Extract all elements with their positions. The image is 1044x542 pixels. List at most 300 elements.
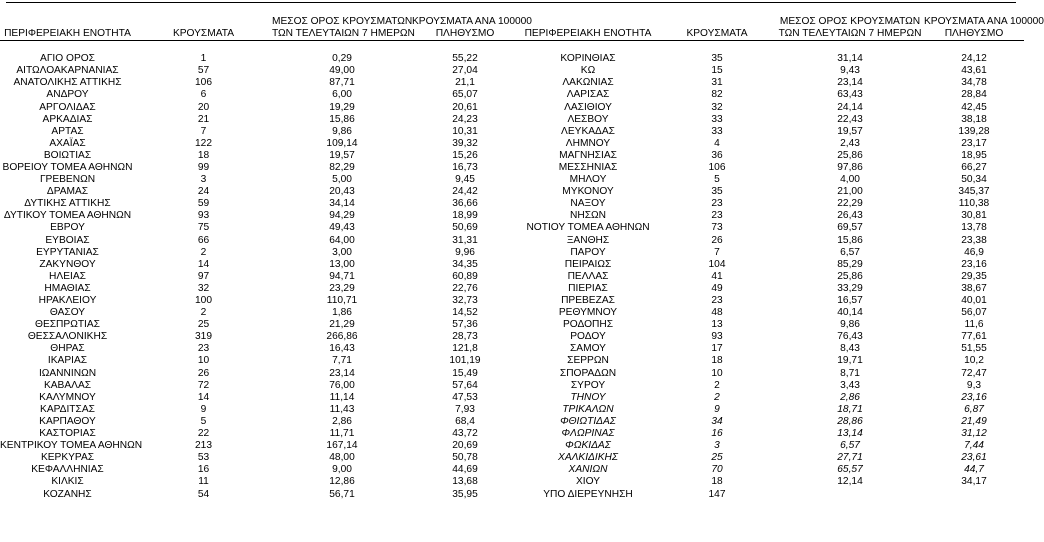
left-per100k-cell: 32,73: [452, 295, 478, 307]
left-per100k-cell: 36,66: [452, 198, 478, 210]
right-per100k-cell: 38,18: [961, 113, 987, 125]
table-row: [0, 126, 1024, 138]
left-cases-cell: 3: [200, 174, 207, 186]
left-avg-cell: 21,29: [329, 319, 355, 331]
right-avg-cell: 19,57: [837, 125, 863, 137]
header-avg: ΜΕΣΟΣ ΟΡΟΣ ΚΡΟΥΣΜΑΤΩΝ ΤΩΝ ΤΕΛΕΥΤΑΙΩΝ 7 ΗΜΕΡΩΝ: [272, 16, 415, 39]
right-cases-cell: 17: [711, 343, 723, 355]
left-cases-cell: 7: [200, 125, 207, 137]
left-per100k-cell: 20,61: [452, 101, 478, 113]
right-per100k-cell: 139,28: [958, 125, 990, 137]
right-cases-cell: 23: [711, 198, 723, 210]
left-region-cell: ΚΙΛΚΙΣ: [51, 476, 84, 488]
left-region-cell: ΘΕΣΠΡΩΤΙΑΣ: [35, 319, 100, 331]
left-cases-cell: 319: [195, 331, 212, 343]
left-per100k-cell: 9,96: [455, 246, 475, 258]
right-avg-cell: 23,14: [837, 77, 863, 89]
right-region-cell: ΛΑΡΙΣΑΣ: [566, 89, 610, 101]
left-cases-cell: 2: [200, 246, 207, 258]
left-cases-cell: 5: [200, 415, 207, 427]
table-row: [0, 392, 1024, 404]
left-cases-cell: 54: [197, 488, 210, 500]
right-per100k-cell: 34,17: [961, 476, 987, 488]
right-per100k-cell: 11,6: [964, 319, 984, 331]
left-cases-cell: 24: [197, 186, 210, 198]
header-rule: [0, 41, 1024, 54]
right-per100k-cell: 23,38: [961, 234, 987, 246]
header-avg: ΜΕΣΟΣ ΟΡΟΣ ΚΡΟΥΣΜΑΤΩΝ ΤΩΝ ΤΕΛΕΥΤΑΙΩΝ 7 ΗΜΕΡΩΝ: [778, 16, 922, 39]
right-region-cell: ΠΡΕΒΕΖΑΣ: [561, 295, 615, 307]
left-region-cell: ΚΕΦΑΛΛΗΝΙΑΣ: [31, 464, 104, 476]
right-per100k-cell: 10,2: [964, 355, 984, 367]
right-cases-cell: 49: [711, 282, 723, 294]
left-cases-cell: 106: [195, 77, 212, 89]
right-avg-cell: 63,43: [837, 89, 863, 101]
cases-table: [0, 16, 1044, 501]
right-cases-cell: 18: [711, 355, 723, 367]
right-per100k-cell: 34,78: [961, 77, 987, 89]
left-per100k-cell: 27,04: [452, 65, 478, 77]
left-cases-cell: 16: [197, 464, 210, 476]
right-region-cell: ΛΑΣΙΘΙΟΥ: [564, 101, 612, 113]
right-cases-cell: 147: [708, 488, 726, 500]
right-per100k-cell: 13,78: [961, 222, 987, 234]
left-cases-cell: 14: [197, 391, 210, 403]
right-per100k-cell: 23,16: [961, 258, 987, 270]
right-avg-cell: 8,43: [840, 343, 860, 355]
right-avg-cell: 2,86: [840, 391, 860, 403]
right-region-cell: ΚΟΡΙΝΘΙΑΣ: [560, 53, 616, 65]
right-region-cell: ΧΑΝΙΩΝ: [568, 464, 608, 476]
right-per100k-cell: 29,35: [961, 270, 987, 282]
left-region-cell: ΚΑΛΥΜΝΟΥ: [39, 391, 96, 403]
right-region-cell: ΜΕΣΣΗΝΙΑΣ: [558, 161, 618, 173]
right-avg-cell: 40,14: [837, 307, 863, 319]
left-region-cell: ΘΕΣΣΑΛΟΝΙΚΗΣ: [27, 331, 108, 343]
right-avg-cell: 85,29: [837, 258, 863, 270]
left-region-cell: ΑΡΚΑΔΙΑΣ: [42, 113, 93, 125]
left-avg-cell: 5,00: [332, 174, 352, 186]
header-per100k: ΚΡΟΥΣΜΑΤΑ ΑΝΑ 100000 ΠΛΗΘΥΣΜΟ: [412, 16, 532, 39]
left-region-cell: ΗΛΕΙΑΣ: [49, 270, 86, 282]
left-per100k-cell: 10,31: [452, 125, 478, 137]
table-row: [0, 404, 1024, 416]
right-per100k-cell: [924, 488, 1024, 500]
left-region-cell: ΒΟΡΕΙΟΥ ΤΟΜΕΑ ΑΘΗΝΩΝ: [2, 161, 133, 173]
table-row: [0, 89, 1024, 101]
right-region-cell: ΝΗΣΩΝ: [570, 210, 606, 222]
right-per100k-cell: 51,55: [961, 343, 987, 355]
table-row: [0, 235, 1024, 247]
left-per100k-cell: 24,23: [452, 113, 478, 125]
left-per100k-cell: 7,93: [455, 403, 475, 415]
left-cases-cell: 9: [200, 403, 207, 415]
right-avg-cell: 9,86: [840, 319, 860, 331]
table-row: [0, 452, 1024, 464]
left-avg-cell: 82,29: [329, 161, 355, 173]
left-cases-cell: 32: [197, 282, 210, 294]
right-cases-cell: 70: [711, 464, 723, 476]
left-region-cell: ΖΑΚΥΝΘΟΥ: [39, 258, 96, 270]
right-per100k-cell: 24,12: [961, 53, 987, 65]
left-avg-cell: 3,00: [332, 246, 352, 258]
left-avg-cell: 167,14: [326, 440, 358, 452]
right-cases-cell: 41: [711, 270, 723, 282]
left-region-cell: ΑΝΔΡΟΥ: [46, 89, 89, 101]
left-per100k-cell: 65,07: [452, 89, 478, 101]
right-cases-cell: 31: [711, 77, 723, 89]
left-cases-cell: 72: [197, 379, 210, 391]
left-region-cell: ΘΑΣΟΥ: [49, 307, 86, 319]
left-region-cell: ΑΙΤΩΛΟΑΚΑΡΝΑΝΙΑΣ: [16, 65, 119, 77]
left-avg-cell: 49,43: [329, 222, 355, 234]
right-region-cell: ΜΑΓΝΗΣΙΑΣ: [559, 149, 617, 161]
right-avg-cell: 27,71: [837, 452, 863, 464]
right-avg-cell: 28,86: [837, 415, 863, 427]
table-row: [0, 319, 1024, 331]
right-per100k-cell: 66,27: [961, 161, 987, 173]
right-avg-cell: 9,43: [840, 65, 860, 77]
right-avg-cell: 25,86: [837, 149, 863, 161]
right-avg-cell: 76,43: [837, 331, 863, 343]
right-cases-cell: 33: [711, 113, 723, 125]
left-avg-cell: 109,14: [326, 137, 358, 149]
right-region-cell: ΝΟΤΙΟΥ ΤΟΜΕΑ ΑΘΗΝΩΝ: [526, 222, 650, 234]
table-row: [0, 295, 1024, 307]
left-per100k-cell: 57,36: [452, 319, 478, 331]
left-avg-cell: 9,00: [332, 464, 352, 476]
right-cases-cell: 34: [711, 415, 723, 427]
table-row: [0, 368, 1024, 380]
left-per100k-cell: 22,76: [452, 282, 478, 294]
left-region-cell: ΑΡΓΟΛΙΔΑΣ: [39, 101, 96, 113]
left-per100k-cell: 28,73: [452, 331, 478, 343]
top-border-line: [6, 2, 1016, 3]
right-per100k-cell: 345,37: [958, 186, 990, 198]
left-per100k-cell: 9,45: [455, 174, 475, 186]
right-region-cell: ΣΕΡΡΩΝ: [567, 355, 609, 367]
header-row: [0, 16, 1024, 41]
right-cases-cell: 3: [714, 440, 720, 452]
table-row: [0, 186, 1024, 198]
right-per100k-cell: 38,67: [961, 282, 987, 294]
right-avg-cell: 6,57: [840, 440, 860, 452]
right-per100k-cell: 56,07: [961, 307, 987, 319]
right-cases-cell: 73: [711, 222, 723, 234]
right-cases-cell: 16: [711, 428, 723, 440]
left-avg-cell: 87,71: [329, 77, 355, 89]
right-cases-cell: 7: [714, 246, 720, 258]
left-per100k-cell: 43,72: [452, 428, 478, 440]
left-avg-cell: 11,43: [329, 403, 355, 415]
left-per100k-cell: 34,35: [452, 258, 478, 270]
table-body: [0, 53, 1024, 500]
right-cases-cell: 9: [714, 403, 720, 415]
right-cases-cell: 2: [714, 379, 720, 391]
right-per100k-cell: 18,95: [961, 149, 987, 161]
right-cases-cell: 106: [708, 161, 726, 173]
left-region-cell: ΒΟΙΩΤΙΑΣ: [43, 149, 92, 161]
left-per100k-cell: 57,64: [452, 379, 478, 391]
left-avg-cell: 19,57: [329, 149, 355, 161]
left-region-cell: ΑΝΑΤΟΛΙΚΗΣ ΑΤΤΙΚΗΣ: [13, 77, 122, 89]
left-cases-cell: 59: [197, 198, 210, 210]
left-region-cell: ΔΥΤΙΚΗΣ ΑΤΤΙΚΗΣ: [24, 198, 111, 210]
table-row: [0, 343, 1024, 355]
left-region-cell: ΚΕΡΚΥΡΑΣ: [40, 452, 95, 464]
left-avg-cell: 94,71: [329, 270, 355, 282]
right-avg-cell: 25,86: [837, 270, 863, 282]
left-cases-cell: 213: [195, 440, 212, 452]
table-row: [0, 380, 1024, 392]
right-avg-cell: 2,43: [840, 137, 860, 149]
left-region-cell: ΕΥΡΥΤΑΝΙΑΣ: [36, 246, 99, 258]
table-row: [0, 198, 1024, 210]
left-avg-cell: 0,29: [332, 53, 352, 65]
right-per100k-cell: 46,9: [964, 246, 984, 258]
right-region-cell: ΧΑΛΚΙΔΙΚΗΣ: [558, 452, 618, 464]
right-per100k-cell: 30,81: [961, 210, 987, 222]
right-region-cell: ΡΟΔΟΠΗΣ: [562, 319, 614, 331]
left-avg-cell: 11,14: [329, 391, 355, 403]
left-avg-cell: 20,43: [329, 186, 355, 198]
right-region-cell: ΛΕΥΚΑΔΑΣ: [561, 125, 615, 137]
right-cases-cell: 23: [711, 210, 723, 222]
left-region-cell: ΕΥΒΟΙΑΣ: [45, 234, 90, 246]
left-cases-cell: 75: [197, 222, 210, 234]
left-avg-cell: 15,86: [329, 113, 355, 125]
left-avg-cell: 19,29: [329, 101, 355, 113]
left-avg-cell: 6,00: [332, 89, 352, 101]
left-avg-cell: 49,00: [329, 65, 355, 77]
left-cases-cell: 122: [195, 137, 212, 149]
right-region-cell: ΝΑΞΟΥ: [570, 198, 606, 210]
right-per100k-cell: 42,45: [961, 101, 987, 113]
right-per100k-cell: 28,84: [961, 89, 987, 101]
table-row: [0, 162, 1024, 174]
table-row: [0, 247, 1024, 259]
left-cases-cell: 14: [197, 258, 210, 270]
left-region-cell: ΚΑΒΑΛΑΣ: [43, 379, 92, 391]
left-region-cell: ΚΕΝΤΡΙΚΟΥ ΤΟΜΕΑ ΑΘΗΝΩΝ: [0, 440, 143, 452]
right-avg-cell: 15,86: [837, 234, 863, 246]
left-region-cell: ΕΒΡΟΥ: [50, 222, 85, 234]
table-row: [0, 259, 1024, 271]
table-row: [0, 101, 1024, 113]
right-per100k-cell: 23,61: [961, 452, 987, 464]
right-region-cell: ΡΕΘΥΜΝΟΥ: [558, 307, 618, 319]
table-row: [0, 283, 1024, 295]
left-region-cell: ΙΩΑΝΝΙΝΩΝ: [38, 367, 97, 379]
right-region-cell: ΠΕΛΛΑΣ: [567, 270, 609, 282]
right-cases-cell: 4: [714, 137, 720, 149]
right-region-cell: ΚΩ: [580, 65, 596, 77]
right-cases-cell: 93: [711, 331, 723, 343]
right-cases-cell: 26: [711, 234, 723, 246]
right-region-cell: ΠΙΕΡΙΑΣ: [568, 282, 608, 294]
right-region-cell: ΦΛΩΡΙΝΑΣ: [561, 428, 615, 440]
left-per100k-cell: 60,89: [452, 270, 478, 282]
left-region-cell: ΚΑΣΤΟΡΙΑΣ: [39, 428, 96, 440]
left-avg-cell: 16,43: [329, 343, 355, 355]
left-per100k-cell: 39,32: [452, 137, 478, 149]
right-region-cell: ΛΗΜΝΟΥ: [565, 137, 611, 149]
right-per100k-cell: 31,12: [961, 428, 987, 440]
left-avg-cell: 9,86: [332, 125, 352, 137]
table-row: [0, 222, 1024, 234]
right-cases-cell: 2: [714, 391, 720, 403]
right-region-cell: ΤΗΝΟΥ: [570, 391, 606, 403]
right-per100k-cell: 72,47: [961, 367, 987, 379]
right-cases-cell: 82: [711, 89, 723, 101]
right-cases-cell: 13: [711, 319, 723, 331]
right-cases-cell: 32: [711, 101, 723, 113]
left-per100k-cell: 50,69: [452, 222, 478, 234]
left-cases-cell: 10: [197, 355, 210, 367]
right-per100k-cell: 44,7: [964, 464, 984, 476]
left-region-cell: ΙΚΑΡΙΑΣ: [47, 355, 88, 367]
right-per100k-cell: 9,3: [966, 379, 982, 391]
right-cases-cell: 23: [711, 295, 723, 307]
table-row: [0, 331, 1024, 343]
right-cases-cell: 18: [711, 476, 723, 488]
left-avg-cell: 76,00: [329, 379, 355, 391]
right-per100k-cell: 21,49: [961, 415, 987, 427]
right-avg-cell: 3,43: [840, 379, 860, 391]
left-cases-cell: 25: [197, 319, 210, 331]
right-avg-cell: 22,29: [837, 198, 863, 210]
left-per100k-cell: 35,95: [452, 488, 478, 500]
right-avg-cell: 12,14: [837, 476, 863, 488]
right-region-cell: ΛΕΣΒΟΥ: [567, 113, 609, 125]
left-per100k-cell: 15,49: [452, 367, 478, 379]
right-region-cell: ΜΗΛΟΥ: [569, 174, 607, 186]
left-region-cell: ΔΡΑΜΑΣ: [46, 186, 89, 198]
left-avg-cell: 94,29: [329, 210, 355, 222]
left-per100k-cell: 50,78: [452, 452, 478, 464]
header-cases: ΚΡΟΥΣΜΑΤΑ: [172, 28, 235, 39]
right-avg-cell: 19,71: [837, 355, 863, 367]
right-avg-cell: 21,00: [837, 186, 863, 198]
left-avg-cell: 23,14: [329, 367, 355, 379]
left-cases-cell: 20: [197, 101, 210, 113]
table-row: [0, 464, 1024, 476]
right-cases-cell: 36: [711, 149, 723, 161]
right-region-cell: ΣΥΡΟΥ: [570, 379, 606, 391]
table-row: [0, 65, 1024, 77]
right-per100k-cell: 23,16: [961, 391, 987, 403]
left-cases-cell: 18: [197, 149, 210, 161]
left-avg-cell: 7,71: [332, 355, 352, 367]
right-avg-cell: 97,86: [837, 161, 863, 173]
left-per100k-cell: 121,8: [452, 343, 478, 355]
left-avg-cell: 2,86: [332, 415, 352, 427]
left-cases-cell: 6: [200, 89, 207, 101]
right-avg-cell: 31,14: [837, 53, 863, 65]
right-region-cell: ΛΑΚΩΝΙΑΣ: [562, 77, 614, 89]
right-per100k-cell: 6,87: [964, 403, 984, 415]
right-avg-cell: 33,29: [837, 282, 863, 294]
left-per100k-cell: 18,99: [452, 210, 478, 222]
right-avg-cell: 22,43: [837, 113, 863, 125]
right-region-cell: ΥΠΟ ΔΙΕΡΕΥΝΗΣΗ: [543, 488, 633, 500]
right-region-cell: ΡΟΔΟΥ: [570, 331, 606, 343]
left-cases-cell: 97: [197, 270, 210, 282]
right-avg-cell: 24,14: [837, 101, 863, 113]
left-cases-cell: 26: [197, 367, 210, 379]
left-region-cell: ΗΜΑΘΙΑΣ: [44, 282, 91, 294]
right-avg-cell: 65,57: [837, 464, 863, 476]
table-row: [0, 150, 1024, 162]
left-per100k-cell: 101,19: [449, 355, 481, 367]
table-row: [0, 488, 1024, 500]
left-per100k-cell: 15,26: [452, 149, 478, 161]
right-region-cell: ΧΙΟΥ: [575, 476, 601, 488]
table-row: [0, 428, 1024, 440]
right-per100k-cell: 7,44: [964, 440, 984, 452]
table-row: [0, 416, 1024, 428]
table-row: [0, 53, 1024, 65]
right-region-cell: ΠΑΡΟΥ: [570, 246, 606, 258]
right-region-cell: ΦΘΙΩΤΙΔΑΣ: [560, 415, 616, 427]
left-avg-cell: 1,86: [332, 307, 352, 319]
left-avg-cell: 56,71: [329, 488, 355, 500]
right-per100k-cell: 50,34: [961, 174, 987, 186]
left-cases-cell: 11: [198, 476, 209, 488]
left-cases-cell: 66: [197, 234, 210, 246]
left-avg-cell: 23,29: [329, 282, 355, 294]
right-avg-cell: 6,57: [840, 246, 860, 258]
left-cases-cell: 57: [197, 65, 210, 77]
right-avg-cell: 26,43: [837, 210, 863, 222]
table-row: [0, 271, 1024, 283]
left-avg-cell: 110,71: [326, 295, 358, 307]
right-per100k-cell: 43,61: [961, 65, 987, 77]
left-region-cell: ΓΡΕΒΕΝΩΝ: [39, 174, 96, 186]
right-cases-cell: 25: [711, 452, 723, 464]
right-region-cell: ΠΕΙΡΑΙΩΣ: [564, 258, 612, 270]
left-region-cell: ΔΥΤΙΚΟΥ ΤΟΜΕΑ ΑΘΗΝΩΝ: [3, 210, 132, 222]
right-cases-cell: 48: [711, 307, 723, 319]
table-row: [0, 440, 1024, 452]
right-region-cell: ΦΩΚΙΔΑΣ: [565, 440, 611, 452]
left-cases-cell: 93: [197, 210, 210, 222]
right-avg-cell: 13,14: [837, 428, 863, 440]
right-cases-cell: 15: [711, 65, 723, 77]
left-per100k-cell: 14,52: [452, 307, 478, 319]
right-per100k-cell: 77,61: [961, 331, 987, 343]
right-region-cell: ΜΥΚΟΝΟΥ: [562, 186, 614, 198]
right-avg-cell: [776, 488, 924, 500]
right-cases-cell: 35: [711, 53, 723, 65]
right-avg-cell: 18,71: [837, 403, 863, 415]
right-cases-cell: 35: [711, 186, 723, 198]
left-per100k-cell: 20,69: [452, 440, 478, 452]
left-avg-cell: 48,00: [329, 452, 355, 464]
table-row: [0, 77, 1024, 89]
right-avg-cell: 8,71: [840, 367, 860, 379]
left-cases-cell: 99: [197, 161, 210, 173]
right-region-cell: ΞΑΝΘΗΣ: [566, 234, 610, 246]
left-avg-cell: 266,86: [326, 331, 358, 343]
header-cases: ΚΡΟΥΣΜΑΤΑ: [686, 28, 748, 39]
left-avg-cell: 11,71: [329, 428, 355, 440]
right-per100k-cell: 23,17: [961, 137, 987, 149]
left-cases-cell: 53: [197, 452, 210, 464]
table-row: [0, 174, 1024, 186]
left-cases-cell: 23: [197, 343, 210, 355]
table-row: [0, 138, 1024, 150]
